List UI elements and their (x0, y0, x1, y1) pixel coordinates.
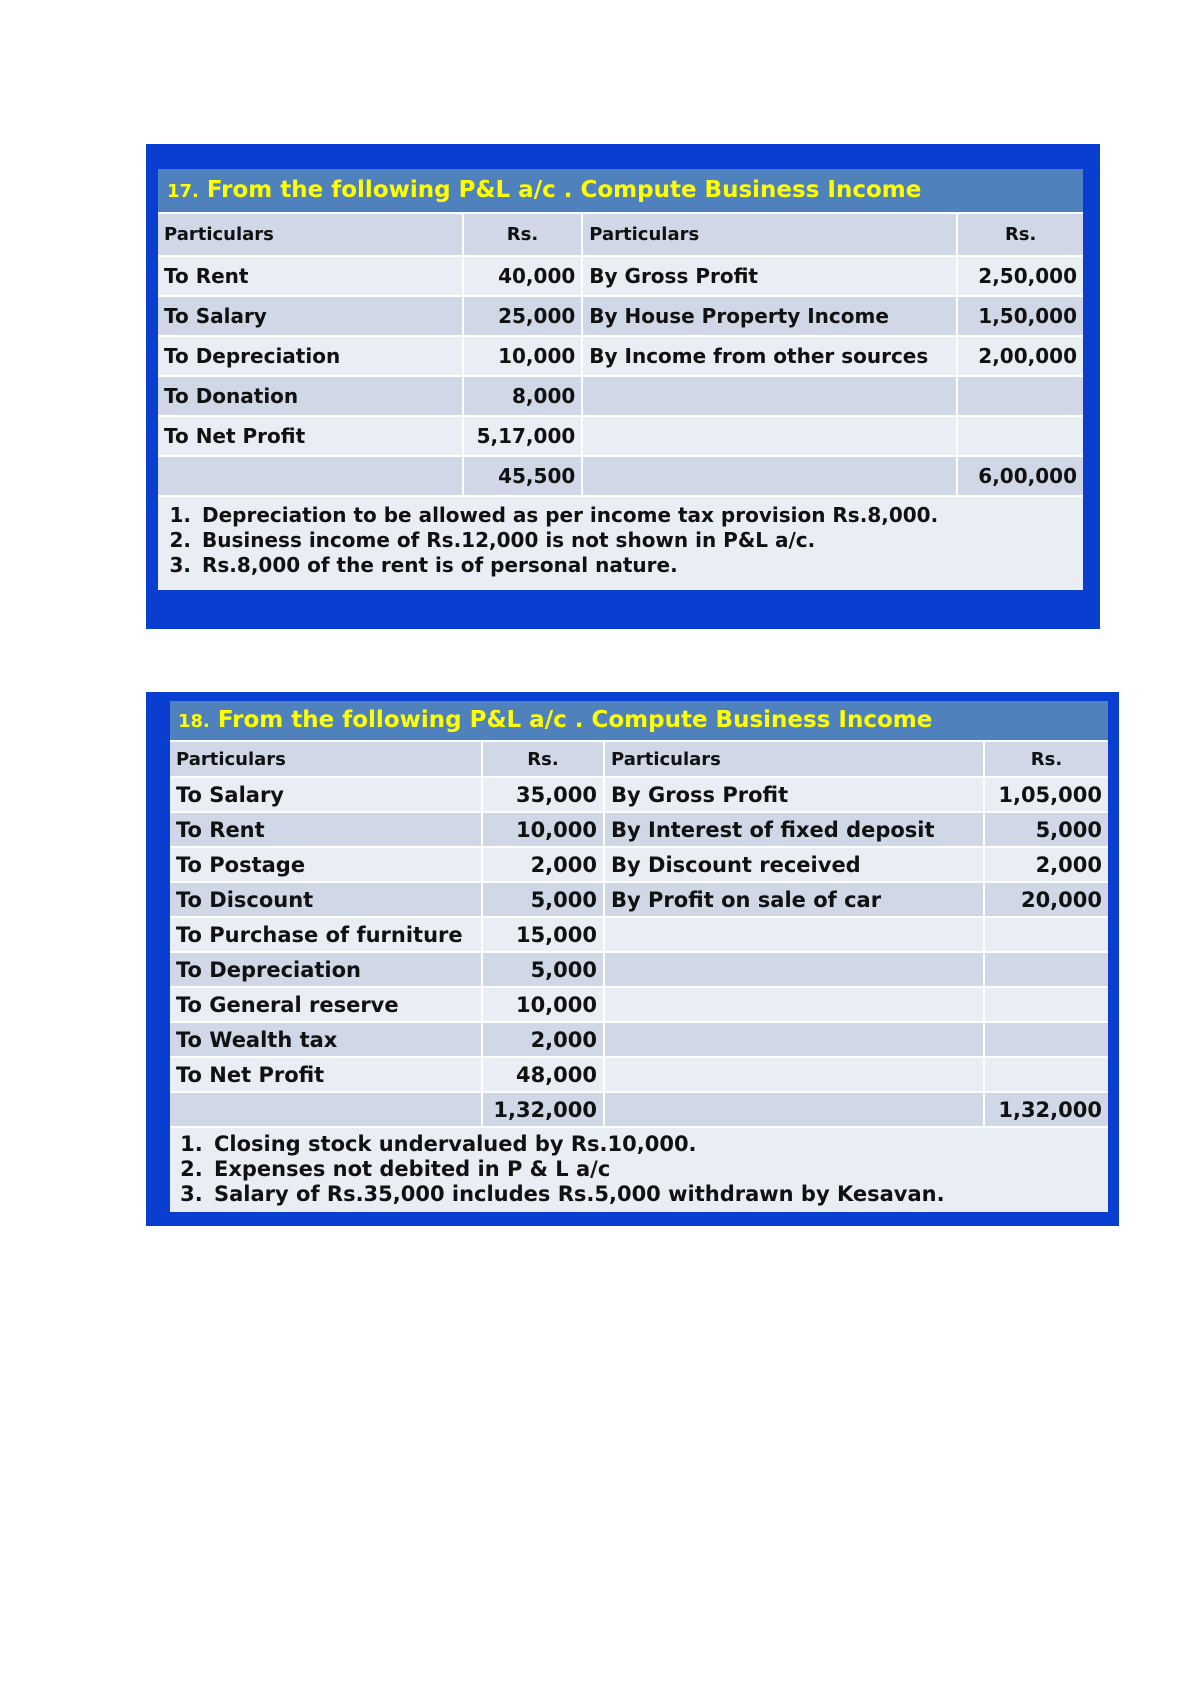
problem-17-title-bar (158, 169, 1083, 214)
credit-amount: 2,00,000 (957, 336, 1083, 376)
debit-total: 1,32,000 (482, 1092, 604, 1127)
credit-particular (582, 376, 957, 416)
credit-amount: 5,000 (984, 812, 1108, 847)
header-particulars-right: Particulars (604, 742, 984, 777)
note-item: 3. Rs.8,000 of the rent is of personal nature. (198, 553, 1083, 578)
debit-amount: 2,000 (482, 847, 604, 882)
credit-amount: 2,50,000 (957, 256, 1083, 296)
debit-particular: To Rent (170, 812, 482, 847)
debit-amount: 2,000 (482, 1022, 604, 1057)
table-row (170, 952, 1108, 987)
debit-particular: To Wealth tax (170, 1022, 482, 1057)
debit-amount: 35,000 (482, 777, 604, 812)
debit-particular: To Donation (158, 376, 463, 416)
debit-amount: 10,000 (482, 987, 604, 1022)
credit-amount: 1,05,000 (984, 777, 1108, 812)
debit-amount: 10,000 (482, 812, 604, 847)
credit-amount: 1,50,000 (957, 296, 1083, 336)
credit-particular (582, 456, 957, 496)
credit-particular (604, 987, 984, 1022)
problem-17-panel (158, 169, 1083, 590)
credit-particular (604, 1092, 984, 1127)
table-row (158, 256, 1083, 296)
credit-particular (604, 1022, 984, 1057)
credit-amount: 20,000 (984, 882, 1108, 917)
debit-amount: 15,000 (482, 917, 604, 952)
debit-particular: To Depreciation (170, 952, 482, 987)
table-total-row (170, 1092, 1108, 1127)
debit-particular: To Rent (158, 256, 463, 296)
problem-18-title-bar (170, 701, 1108, 742)
debit-particular: To Depreciation (158, 336, 463, 376)
problem-18-number: 18. (178, 711, 210, 732)
debit-amount: 10,000 (463, 336, 583, 376)
debit-particular: To General reserve (170, 987, 482, 1022)
problem-17-pl-table (158, 214, 1083, 497)
note-item: 1. Depreciation to be allowed as per income tax provision Rs.8,000. (198, 503, 1083, 528)
debit-particular (158, 456, 463, 496)
credit-amount (957, 416, 1083, 456)
problem-18-title: From the following P&L a/c . Compute Business Income (217, 707, 933, 733)
table-row (170, 1022, 1108, 1057)
credit-amount (984, 952, 1108, 987)
debit-particular: To Net Profit (170, 1057, 482, 1092)
debit-amount: 25,000 (463, 296, 583, 336)
table-row (158, 416, 1083, 456)
credit-total: 1,32,000 (984, 1092, 1108, 1127)
problem-18-panel (170, 701, 1108, 1212)
credit-amount (984, 1057, 1108, 1092)
table-header-row (158, 214, 1083, 256)
table-row (170, 777, 1108, 812)
credit-total: 6,00,000 (957, 456, 1083, 496)
credit-particular: By Gross Profit (582, 256, 957, 296)
problem-18-notes (170, 1128, 1108, 1212)
debit-particular: To Salary (158, 296, 463, 336)
credit-particular: By House Property Income (582, 296, 957, 336)
problem-17-number: 17. (167, 181, 199, 202)
header-rs-right: Rs. (957, 214, 1083, 256)
debit-particular: To Postage (170, 847, 482, 882)
problem-17-slide (146, 144, 1100, 629)
header-rs-right: Rs. (984, 742, 1108, 777)
debit-particular (170, 1092, 482, 1127)
table-row (170, 1057, 1108, 1092)
debit-particular: To Net Profit (158, 416, 463, 456)
note-item: 2. Expenses not debited in P & L a/c (210, 1157, 1108, 1182)
table-row (158, 336, 1083, 376)
debit-particular: To Salary (170, 777, 482, 812)
table-row (170, 917, 1108, 952)
credit-amount (984, 1022, 1108, 1057)
credit-amount (984, 987, 1108, 1022)
table-row (170, 882, 1108, 917)
problem-17-notes (158, 497, 1083, 590)
problem-17-title: From the following P&L a/c . Compute Business Income (206, 177, 922, 203)
credit-particular (582, 416, 957, 456)
table-row (158, 296, 1083, 336)
table-row (170, 847, 1108, 882)
debit-amount: 5,17,000 (463, 416, 583, 456)
credit-amount (984, 917, 1108, 952)
debit-particular: To Purchase of furniture (170, 917, 482, 952)
note-item: 1. Closing stock undervalued by Rs.10,000. (210, 1132, 1108, 1157)
credit-particular: By Interest of fixed deposit (604, 812, 984, 847)
header-particulars-right: Particulars (582, 214, 957, 256)
credit-particular: By Discount received (604, 847, 984, 882)
debit-amount: 8,000 (463, 376, 583, 416)
debit-amount: 48,000 (482, 1057, 604, 1092)
table-row (158, 376, 1083, 416)
note-item: 3. Salary of Rs.35,000 includes Rs.5,000 withdrawn by Kesavan. (210, 1182, 1108, 1207)
credit-particular: By Income from other sources (582, 336, 957, 376)
debit-amount: 40,000 (463, 256, 583, 296)
debit-amount: 5,000 (482, 952, 604, 987)
header-rs-left: Rs. (482, 742, 604, 777)
credit-particular: By Profit on sale of car (604, 882, 984, 917)
header-particulars-left: Particulars (170, 742, 482, 777)
debit-amount: 5,000 (482, 882, 604, 917)
problem-18-pl-table (170, 742, 1108, 1128)
header-rs-left: Rs. (463, 214, 583, 256)
credit-particular (604, 952, 984, 987)
debit-total: 45,500 (463, 456, 583, 496)
credit-particular (604, 1057, 984, 1092)
problem-18-slide (146, 692, 1119, 1226)
table-header-row (170, 742, 1108, 777)
table-row (170, 987, 1108, 1022)
table-total-row (158, 456, 1083, 496)
credit-particular (604, 917, 984, 952)
credit-amount: 2,000 (984, 847, 1108, 882)
credit-particular: By Gross Profit (604, 777, 984, 812)
note-item: 2. Business income of Rs.12,000 is not shown in P&L a/c. (198, 528, 1083, 553)
debit-particular: To Discount (170, 882, 482, 917)
credit-amount (957, 376, 1083, 416)
table-row (170, 812, 1108, 847)
header-particulars-left: Particulars (158, 214, 463, 256)
